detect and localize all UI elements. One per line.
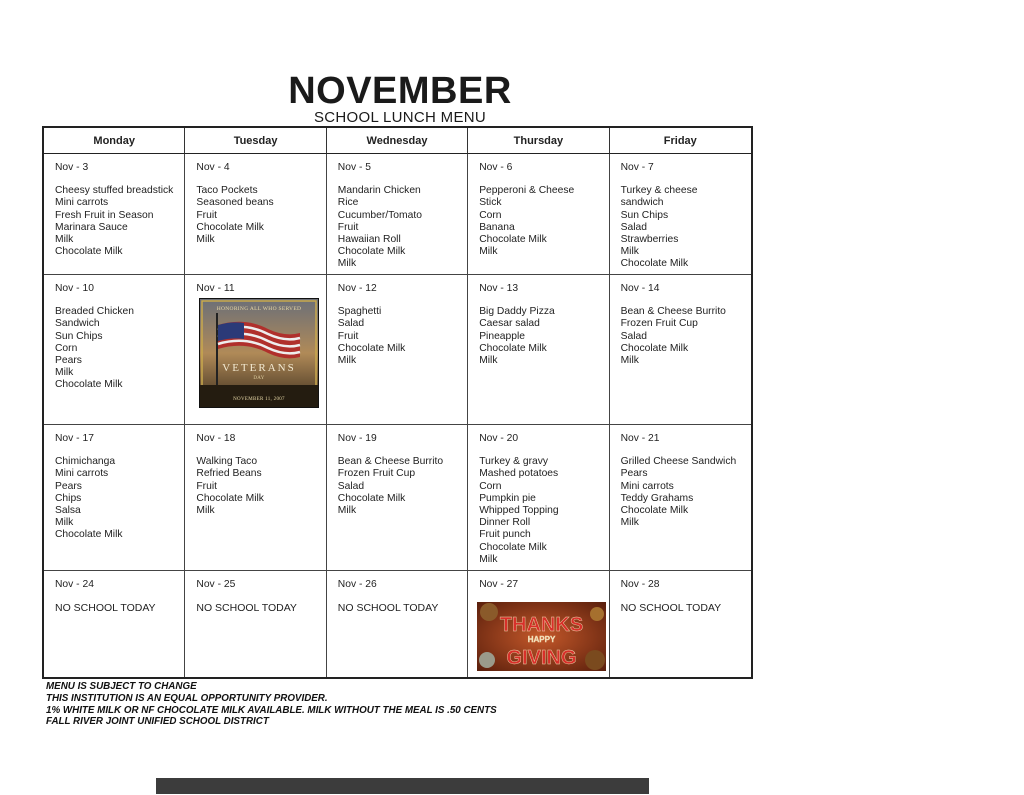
day-cell — [185, 275, 326, 425]
no-school-note: NO SCHOOL TODAY — [337, 602, 439, 615]
menu-item: Chocolate Milk — [479, 541, 547, 553]
day-date: Nov - 19 — [337, 433, 377, 444]
menu-item: Chocolate Milk — [337, 342, 406, 354]
menu-item: Bean & Cheese Burrito — [337, 456, 444, 468]
menu-item: Mandarin Chicken — [337, 185, 421, 197]
menu-item: Corn — [479, 480, 502, 492]
veterans-subword-text: DAY — [253, 376, 266, 381]
menu-item: Milk — [196, 234, 215, 246]
day-date: Nov - 26 — [337, 579, 377, 590]
menu-item: Mini carrots — [620, 480, 674, 492]
menu-item: Chocolate Milk — [337, 246, 406, 258]
day-cell — [185, 154, 326, 275]
menu-item: Chocolate Milk — [479, 234, 547, 246]
veterans-day-image — [199, 298, 319, 408]
footer-line: THIS INSTITUTION IS AN EQUAL OPPORTUNITY PROVIDER. — [46, 692, 328, 704]
menu-item: Sun Chips — [620, 209, 669, 221]
day-date: Nov - 4 — [196, 162, 230, 173]
menu-item: Chocolate Milk — [196, 221, 264, 233]
menu-item: Seasoned beans — [196, 197, 274, 209]
menu-item: Milk — [620, 517, 639, 529]
page-subtitle: SCHOOL LUNCH MENU — [313, 109, 487, 126]
day-cell — [44, 275, 185, 425]
day-date: Nov - 28 — [620, 579, 660, 590]
menu-item: Fresh Fruit in Season — [55, 209, 154, 221]
menu-item: Fruit — [337, 221, 359, 233]
day-cell — [185, 425, 326, 571]
menu-item: Milk — [337, 258, 357, 270]
day-date: Nov - 6 — [479, 162, 513, 173]
menu-item: Sandwich — [55, 318, 100, 330]
day-date: Nov - 7 — [620, 162, 654, 173]
menu-item: Rice — [337, 197, 359, 209]
day-date: Nov - 27 — [479, 579, 519, 590]
menu-item: Pineapple — [479, 330, 525, 342]
veterans-word-text: VETERANS — [222, 362, 297, 374]
no-school-note: NO SCHOOL TODAY — [55, 602, 156, 615]
day-cell — [610, 154, 751, 275]
menu-item: Milk — [337, 355, 357, 367]
day-header-monday: Monday — [44, 128, 185, 154]
menu-item: Turkey & gravy — [479, 456, 549, 468]
menu-item: Pears — [620, 468, 648, 480]
menu-item: Chocolate Milk — [620, 505, 689, 517]
day-header-thursday: Thursday — [468, 128, 609, 154]
menu-item: Strawberries — [620, 234, 679, 246]
menu-item: Milk — [196, 505, 215, 517]
menu-item: Milk — [479, 246, 498, 258]
page-title: NOVEMBER — [288, 70, 512, 112]
menu-item: Chocolate Milk — [620, 342, 689, 354]
menu-item: Frozen Fruit Cup — [337, 468, 416, 480]
day-date: Nov - 18 — [196, 433, 236, 444]
menu-item: Milk — [620, 355, 639, 367]
menu-item: Chocolate Milk — [55, 379, 123, 391]
menu-item: Salad — [620, 221, 647, 233]
day-date: Nov - 12 — [337, 283, 377, 294]
menu-item: Whipped Topping — [479, 505, 559, 517]
menu-item: Turkey & cheese sandwich — [620, 185, 698, 209]
day-cell — [327, 275, 468, 425]
menu-item: Chips — [55, 492, 82, 504]
day-header-tuesday: Tuesday — [185, 128, 326, 154]
menu-item: Fruit — [196, 209, 217, 221]
menu-item: Hawaiian Roll — [337, 234, 401, 246]
menu-item: Chocolate Milk — [620, 258, 689, 270]
day-date: Nov - 17 — [55, 433, 94, 444]
day-header-friday: Friday — [610, 128, 751, 154]
day-cell — [610, 275, 751, 425]
menu-item: Chocolate Milk — [479, 342, 547, 354]
day-date: Nov - 10 — [55, 283, 94, 294]
day-header-wednesday: Wednesday — [327, 128, 468, 154]
menu-item: Pears — [55, 355, 82, 367]
day-cell — [468, 154, 609, 275]
menu-item: Mini carrots — [55, 468, 109, 480]
menu-item: Spaghetti — [337, 306, 382, 318]
menu-item: Corn — [479, 209, 502, 221]
menu-item: Pumpkin pie — [479, 492, 536, 504]
menu-item: Banana — [479, 221, 515, 233]
lunch-menu-table — [42, 126, 753, 679]
scan-edge-bar — [156, 778, 649, 794]
menu-item: Milk — [337, 505, 357, 517]
menu-item: Pepperoni & Cheese Stick — [479, 185, 575, 209]
footer-line: MENU IS SUBJECT TO CHANGE — [46, 681, 197, 692]
menu-item: Mashed potatoes — [479, 468, 559, 480]
no-school-note: NO SCHOOL TODAY — [620, 602, 722, 615]
menu-item: Salad — [337, 480, 365, 492]
menu-item: Pears — [55, 480, 82, 492]
footer-line: 1% WHITE MILK OR NF CHOCOLATE MILK AVAILABLE. MILK WITHOUT THE MEAL IS .50 CENTS — [46, 704, 497, 716]
menu-item: Milk — [479, 355, 498, 367]
thanksgiving-image — [477, 602, 606, 671]
menu-item: Salad — [620, 330, 647, 342]
day-cell — [468, 275, 609, 425]
menu-item: Sun Chips — [55, 330, 103, 342]
menu-item: Big Daddy Pizza — [479, 306, 555, 318]
menu-item: Teddy Grahams — [620, 492, 694, 504]
menu-item: Marinara Sauce — [55, 221, 128, 233]
menu-item: Dinner Roll — [479, 517, 531, 529]
menu-item: Breaded Chicken — [55, 306, 134, 318]
menu-item: Chocolate Milk — [55, 529, 123, 541]
day-cell — [327, 154, 468, 275]
menu-item: Salsa — [55, 505, 81, 517]
thanksgiving-middle-text: HAPPY — [527, 635, 556, 644]
menu-item: Grilled Cheese Sandwich — [620, 456, 737, 468]
menu-item: Refried Beans — [196, 468, 262, 480]
day-cell — [44, 154, 185, 275]
day-date: Nov - 21 — [620, 433, 660, 444]
day-date: Nov - 5 — [337, 162, 371, 173]
day-date: Nov - 3 — [55, 162, 89, 173]
menu-item: Caesar salad — [479, 318, 540, 330]
day-cell — [327, 425, 468, 571]
menu-item: Salad — [337, 318, 365, 330]
menu-item: Milk — [620, 246, 639, 258]
day-cell — [468, 571, 609, 677]
day-cell — [610, 425, 751, 571]
day-date: Nov - 20 — [479, 433, 519, 444]
menu-item: Chocolate Milk — [55, 246, 123, 258]
day-date: Nov - 11 — [196, 283, 235, 294]
day-date: Nov - 25 — [196, 579, 236, 590]
day-date: Nov - 24 — [55, 579, 94, 590]
footer-notes — [46, 681, 497, 728]
menu-item: Milk — [55, 517, 74, 529]
menu-item: Taco Pockets — [196, 185, 258, 197]
day-cell — [610, 571, 751, 677]
menu-item: Fruit punch — [479, 529, 531, 541]
menu-item: Fruit — [196, 480, 217, 492]
day-cell — [468, 425, 609, 571]
menu-item: Chimichanga — [55, 456, 116, 468]
thanksgiving-bottom-text: GIVING — [506, 647, 577, 669]
menu-item: Walking Taco — [196, 456, 258, 468]
menu-item: Chocolate Milk — [196, 492, 264, 504]
day-date: Nov - 14 — [620, 283, 660, 294]
menu-item: Milk — [55, 234, 74, 246]
menu-item: Mini carrots — [55, 197, 109, 209]
no-school-note: NO SCHOOL TODAY — [196, 602, 297, 615]
veterans-date-text: NOVEMBER 11, 2007 — [233, 397, 286, 402]
day-cell — [44, 571, 185, 677]
menu-item: Bean & Cheese Burrito — [620, 306, 726, 318]
menu-item: Cheesy stuffed breadstick — [55, 185, 174, 197]
menu-item: Chocolate Milk — [337, 492, 406, 504]
menu-item: Corn — [55, 342, 78, 354]
veterans-banner-text: HONORING ALL WHO SERVED — [217, 306, 302, 312]
day-date: Nov - 13 — [479, 283, 519, 294]
menu-item: Cucumber/Tomato — [337, 209, 422, 221]
menu-item: Milk — [55, 367, 74, 379]
menu-item: Milk — [479, 553, 498, 565]
day-cell — [327, 571, 468, 677]
menu-item: Fruit — [337, 330, 359, 342]
footer-line: FALL RIVER JOINT UNIFIED SCHOOL DISTRICT — [46, 716, 269, 728]
menu-item: Frozen Fruit Cup — [620, 318, 698, 330]
thanksgiving-top-text: THANKS — [500, 614, 584, 636]
day-cell — [44, 425, 185, 571]
day-cell — [185, 571, 326, 677]
